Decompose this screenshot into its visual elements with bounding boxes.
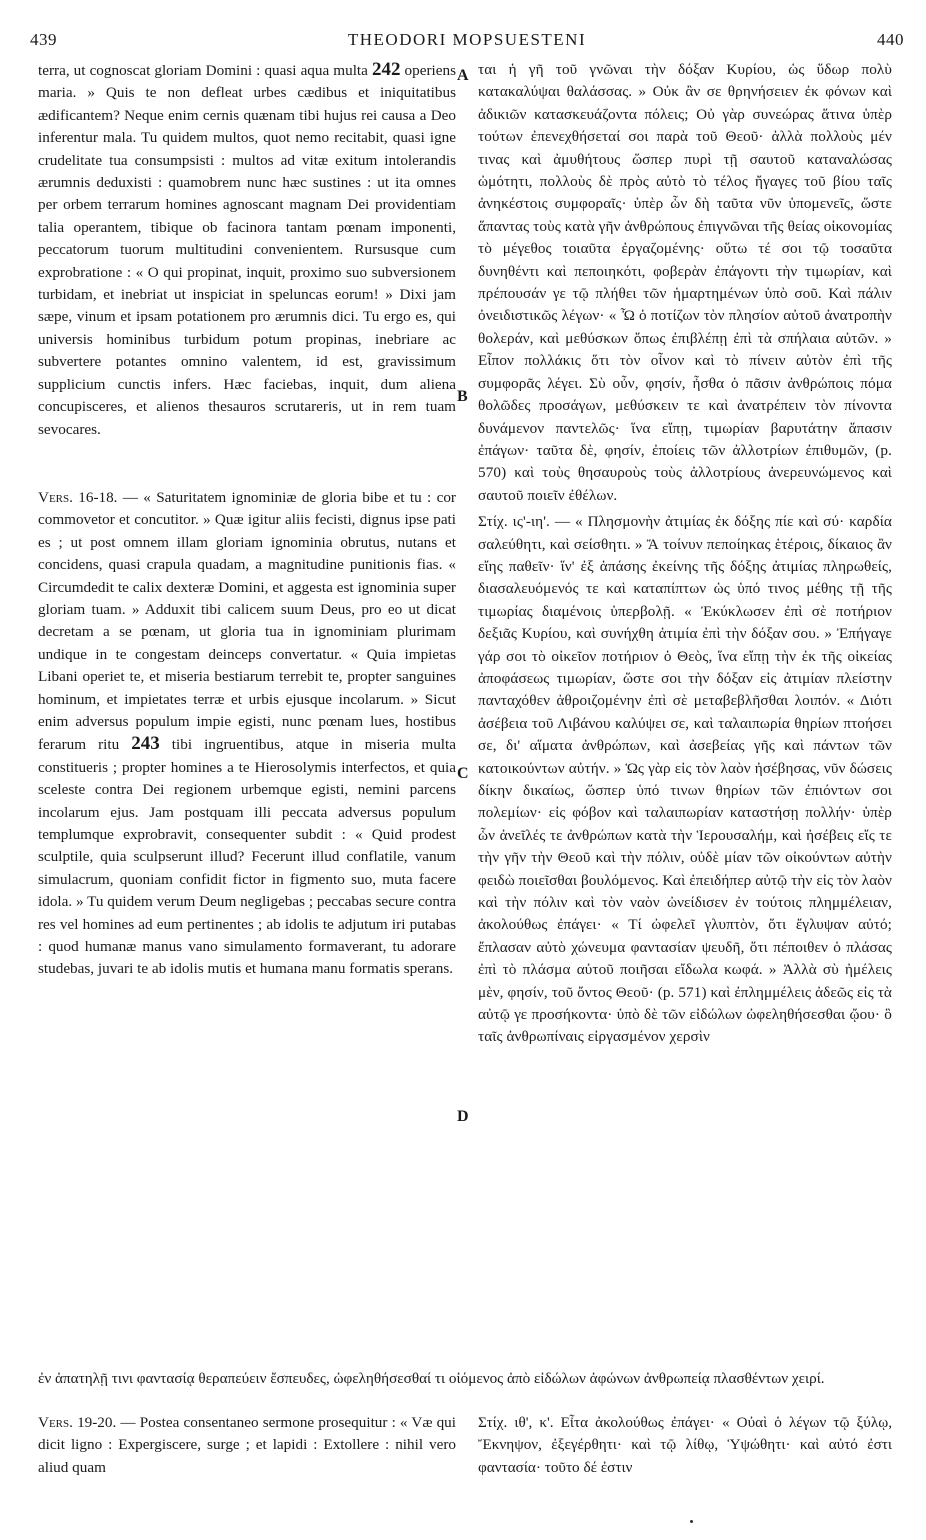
latin-bottom-paragraph — [38, 1412, 456, 1479]
latin-text: tibi ingruentibus, atque in miseria multa constitueris ; propter homines a te Hierosolymis interfectos, et quia sceleste contra Dei regionem urbemque egisti, nemini parcens incolarum ejus. Jam postquam illi peccata adversus populum templumque exprobravit, consequenter subdit : « Quid prodest sculptile, quia sculpserunt illud? Fecerunt illud conflatile, vanum simulacrum, quoniam confidit fictor in figmento suo, muta facere idola. » Tu quidem verum Deum negligebas ; peccabas secure contra res vel homines ad eum pertinentes ; ab idolis te adjutum iri putabas : quod humanæ manus vano simulamento formaverant, tu adorare studebas, juvari te ab idolis mutis et humana manu formatis sperans. — [38, 736, 456, 978]
section-marker-c: C — [457, 765, 469, 782]
latin-text: — « Saturitatem ignominiæ de gloria bibe et tu : cor commovetor et concutitor. » Quæ igitur aliis fecisti, dignus ipse pati es ; ut post omnem illam gloriam ignominia obrutus, nutans et concidens, quasi crapula quadam, a magnitudine punitionis fias. « Circumdedit te calix dexteræ Domini, et aggesta est ignominia super gloriam tuam. » Adduxit tibi calicem suum Deus, pro eo ut dicat decretam a se pœnam, ut gloria tua in ignominiam plurimam undique in te congestam deinceps convertatur. « Quia impietas Libani operiet te, et miseria bestiarum terrebit te, propter sanguines hominum, et impietates terræ et urbis ejusque incolarum. » Sicut enim adversus populum impie egisti, nunc pœnam lues, hostibus ferarum ritu — [38, 488, 456, 754]
greek-full-width-line: ἐν ἀπατηλῇ τινι φαντασίᾳ θεραπεύειν ἔσπευδες, ὠφεληθήσεσθαί τι οἰόμενος ἀπὸ εἰδώλων ἀφώνων ἀνθρωπείᾳ πλασθέντων χειρί. — [38, 1370, 825, 1387]
column-number: 242 — [371, 59, 401, 80]
greek-bottom-paragraph: Στίχ. ιθ', κ'. Εἶτα ἀκολούθως ἐπάγει· « Οὐαὶ ὁ λέγων τῷ ξύλῳ, Ἔκνηψον, ἐξεγέρθητι· καὶ τῷ λίθῳ, Ὑψώθητι· καὶ αὐτό ἐστι φαντασία· τοῦτο δέ ἐστιν — [478, 1414, 892, 1476]
latin-text: — Postea consentaneo sermone prosequitur : « Væ qui dicit ligno : Expergiscere, surge ; et lapidi : Extollere : nihil vero aliud quam — [38, 1414, 456, 1476]
latin-paragraph-1 — [38, 59, 456, 441]
latin-text: terra, ut cognoscat gloriam Domini : quasi aqua multa — [38, 62, 372, 79]
section-marker-d: D — [457, 1108, 469, 1125]
greek-column — [478, 59, 892, 1049]
latin-paragraph-2 — [38, 487, 456, 981]
latin-text: operiens maria. » Quis te non defleat urbes cædibus et iniquitatibus ædificantem? Neque enim cernis quænam tibi hujus rei causa a Deo inferentur mala. Tu quidem multos, quot nemo recitabit, quasi igne crudelitate tua consumpsisti : multos ad vitæ exitum intolerandis ærumnis deduxisti : quamobrem nunc hæc sustines : ut ita omnes per orbem terrarum homines agnoscant magnam Dei providentiam talia operantem, tibique ob facinora tantam pœnam imponenti, peccatorum tuorum multitudini convenientem. Rursusque cum exprobratione : « O qui propinat, inquit, proximo suo subversionem turbidam, et inebriat ut inspiciat in speluncas eorum! » Dixi jam sæpe, vinum et ipsam potationem pro ærumnis dici. Tu ergo es, qui universis hominibus turbidum potum propinas, inebriare ac subvertere potantes omnino valentem, id est, gravissimum supplicium cunctis infers. Hæc faciebas, inquit, dum aliena concupisceres, et alienos thesauros scrutareris, ut in rem tuam sevocares. — [38, 62, 456, 438]
page-title: THEODORI MOPSUESTENI — [347, 30, 587, 49]
speck-mark — [690, 1520, 693, 1523]
left-page-number: 439 — [30, 30, 57, 49]
latin-column — [38, 59, 456, 981]
greek-paragraph-1: ται ἡ γῆ τοῦ γνῶναι τὴν δόξαν Κυρίου, ὡς ὕδωρ πολὺ κατακαλύψαι θαλάσσας. » Οὐκ ἂν σε θρηνήσειεν ἐκ φόνων καὶ ἀδικιῶν κατασκευάζοντα πόλεις; Οὐ γὰρ συνεώρας ἅτινα ὑπὲρ τούτων ἐπενεχθήσεταί σοι παρὰ τοῦ Θεοῦ· ἀλλὰ πολλοὺς μέν τινας καὶ ἀμυθήτους ὥσπερ πυρὶ τῇ σαυτοῦ καταναλώσας ὠμότητι, πολλοὺς δὲ πρὸς αὐτὸ τὸ τέλος ἤγαγες τοῦ βίου ταῖς ἀνηκέστοις συμφοραῖς· ὑπὲρ ὧν δὴ ταῦτα νῦν ὑπομενεῖς, ὥστε ἅπαντας τοὺς κατὰ γῆν ἀνθρώπους ἐπιγνῶναι τῆς θείας οἰκονομίας τὸ μέγεθος τοιαῦτα ἐργαζομένης· οὕτω τέ σοι τῷ τοσαῦτα δυνηθέντι καὶ πεποιηκότι, φοβερὰν ἐπάγοντι τὴν τιμωρίαν, καὶ πρέπουσάν γε τῷ πλήθει τῶν ἡμαρτημένων ὑπὸ σοῦ. Καὶ πάλιν ὀνειδιστικῶς λέγων· « Ὦ ὁ ποτίζων τὸν πλησίον αὐτοῦ ἀνατροπὴν θολεράν, καὶ μεθύσκων ὅπως ἐπιβλέπῃ ἐπὶ τὰ σπήλαια αὐτῶν. » Εἶπον πολλάκις ὅτι τὸν οἶνον καὶ τὸ πίνειν αὐτὸν ἐπὶ τῆς συμφορᾶς λέγει. Σὺ οὖν, φησίν, ἦσθα ὁ πᾶσιν ἀνθρώποις πόμα θολῶδες προσάγων, μεθύσκειν τε καὶ ἀνατρέπειν τὸν πίνοντα δυνάμενον παντελῶς· ἵνα εἴπῃ, τιμωρίαν βαρυτάτην ἅπασιν ἐπάγων· ταῦτα δὲ, φησίν, ἐποίεις τῶν ἀλλοτρίων ἐπιθυμῶν, (p. 570) καὶ τοὺς θησαυροὺς τοὺς ἀλλοτρίους ἀνερευνώμενος καὶ σαυτοῦ ποιεῖν ἐθέλων. — [478, 61, 892, 504]
right-page-number: 440 — [877, 30, 904, 49]
section-marker-a: A — [457, 67, 469, 84]
verse-label: Vers. 16-18. — [38, 488, 118, 506]
running-header — [30, 30, 904, 58]
section-marker-b: B — [457, 388, 468, 405]
column-number: 243 — [131, 733, 160, 755]
verse-label: Vers. 19-20. — [38, 1414, 117, 1431]
greek-paragraph-2: Στίχ. ις'-ιη'. — « Πλησμονὴν ἀτιμίας ἐκ δόξης πίε καὶ σύ· καρδία σαλεύθητι, καὶ σείσθητι. » Ἄ τοίνυν πεποίηκας ἑτέροις, δίκαιος ἂν εἴης παθεῖν· ἵν' ἐξ ἁπάσης ἐκείνης τῆς δόξης ἀτιμίας πληρωθείς, διασαλευόμενός τε καὶ καταπίπτων ὡς ὑπό τινος μέθης τῇ τῆς τιμωρίας διαμένοις ὑπερβολῇ. « Ἐκύκλωσεν ἐπὶ σὲ ποτήριον δεξιᾶς Κυρίου, καὶ συνήχθη ἀτιμία ἐπὶ τὴν δόξαν σου. » Ἐπήγαγε γάρ σοι τὸ οἰκεῖον ποτήριον ὁ Θεὸς, ἵνα εἴπῃ τὴν ἐκ τῆς οἰκείας ἀποφάσεως τιμωρίαν, ὥστε σοι τὴν δόξαν εἰς ἀτιμίαν πλείστην πανταχόθεν ἀθροιζομένην ἐπὶ σὲ μεταβεβλῆσθαι λοιπόν. « Διότι ἀσέβεια τοῦ Λιβάνου καλύψει σε, καὶ ταλαιπωρία θηρίων πτοήσει σε, δι' αἵματα ἀνθρώπων, καὶ ἀσεβείας γῆς καὶ πάντων τῶν κατοικούντων αὐτήν. » Ὡς γὰρ εἰς τὸν λαὸν ἠσέβησας, νῦν δώσεις δίκην δικαίως, ὥσπερ ὑπό τινων θηρίων τῶν ἐπιόντων σοι πολεμίων· εἰς φόβον καὶ ταλαιπωρίαν καταστήσῃ πολλήν· ὑπὲρ ὧν ἀνεῖλές τε ἀνθρώπων κατὰ τὴν Ἱερουσαλήμ, καὶ ἠσέβεις εἴς τε τὴν γῆν τὴν Θεοῦ καὶ τὴν πόλιν, οὐδὲ μίαν τῶν οἰκούντων αὐτὴν φειδὼ ποιεῖσθαι βουλόμενος. Καὶ ἐπειδήπερ αὐτῷ τὴν εἰς τὸν λαὸν καὶ τὴν πόλιν καὶ τὸν ναὸν ὠνείδισεν ἐν τούτοις πλημμέλειαν, ἀκολούθως ἐπάγει· « Τί ὠφελεῖ γλυπτὸν, ὅτι ἔγλυψαν αὐτό; ἔπλασαν αὐτὸ χώνευμα φαντασίαν ψευδῆ, ὅτι πέποιθεν ὁ πλάσας ἐπὶ τὸ πλάσμα αὐτοῦ ποιῆσαι εἴδωλα κωφά. » Ἀλλὰ σὺ ἠμέλεις μὲν, φησίν, τοῦ ὄντος Θεοῦ· (p. 571) καὶ ἐπλημμέλεις ἀδεῶς εἰς τὰ αὐτῷ γε προσήκοντα· ὑπὸ δὲ τῶν εἰδώλων ὠφεληθήσεσθαι ᾤου· ὃ ταῖς ἀνθρωπίναις εἰργασμένον χερσὶν — [478, 513, 892, 1046]
